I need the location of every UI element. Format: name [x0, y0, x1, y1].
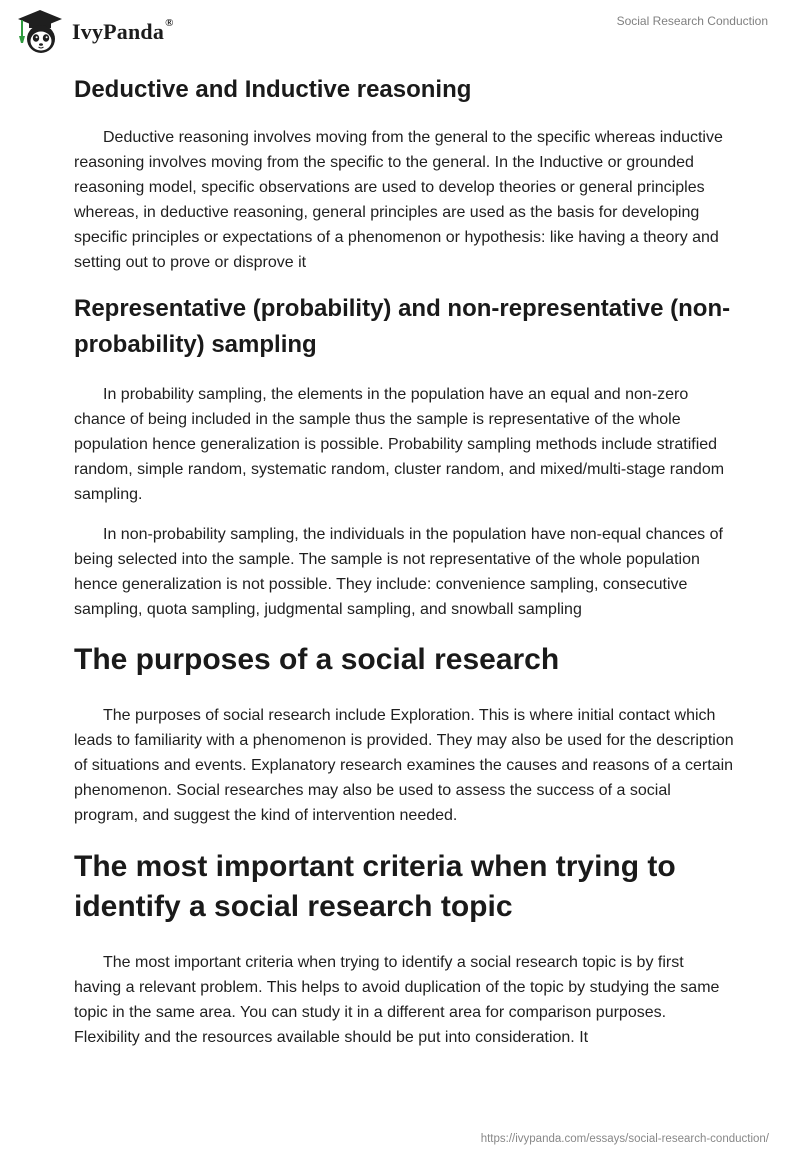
- page-header: [0, 0, 800, 70]
- section-paragraph: Deductive reasoning involves moving from the general to the specific whereas inductive reasoning involves moving from the specific to the general. In the Inductive or grounded reasoning model, specific observations are used to develop theories or general principles whereas, in deductive reasoning, general principles are used as the basis for developing specific principles or expectations of a phenomenon or hypothesis: like having a theory and setting out to prove or disprove it: [74, 129, 723, 271]
- section-paragraph: In non-probability sampling, the individuals in the population have non-equal chances of being selected into the sample. The sample is not representative of the whole population hence generalization is not possible. They include: convenience sampling, consecutive sampling, quota sampling, judgmental sampling, and snowball sampling: [74, 526, 723, 618]
- section-paragraph: In probability sampling, the elements in the population have an equal and non-zero chance of being included in the sample thus the sample is representative of the whole population hence generalization is possible. Probability sampling methods include stratified random, simple random, systematic random, cluster random, and mixed/multi-stage random sampling.: [74, 386, 725, 503]
- section-paragraph: The purposes of social research include Exploration. This is where initial contact which leads to familiarity with a phenomenon is provided. They may also be used for the description of situations and events. Explanatory research examines the causes and reasons of a certain phenomenon. Social researches may also be used to assess the success of a social program, and suggest the kind of intervention needed.: [74, 707, 734, 824]
- source-url[interactable]: https://ivypanda.com/essays/social-research-conduction/: [480, 1133, 769, 1145]
- document-title: Social Research Conduction: [616, 14, 768, 28]
- article-body: [74, 72, 734, 1050]
- registered-mark: ®: [165, 17, 174, 29]
- section-heading: Representative (probability) and non-representative (non-probability) sampling: [74, 295, 731, 358]
- section-heading: Deductive and Inductive reasoning: [74, 76, 472, 103]
- brand-logo[interactable]: [14, 6, 174, 58]
- section-heading: The purposes of a social research: [74, 643, 560, 676]
- panda-graduate-icon: [14, 6, 66, 58]
- section-heading: The most important criteria when trying to identify a social research topic: [74, 850, 676, 923]
- brand-name: IvyPanda®: [72, 17, 174, 44]
- section-paragraph: The most important criteria when trying to identify a social research topic is by first having a relevant problem. This helps to avoid duplication of the topic by studying the same topic in the same area. You can study it in a different area for comparison purposes. Flexibility and the resources available should be put into consideration. It: [74, 954, 720, 1046]
